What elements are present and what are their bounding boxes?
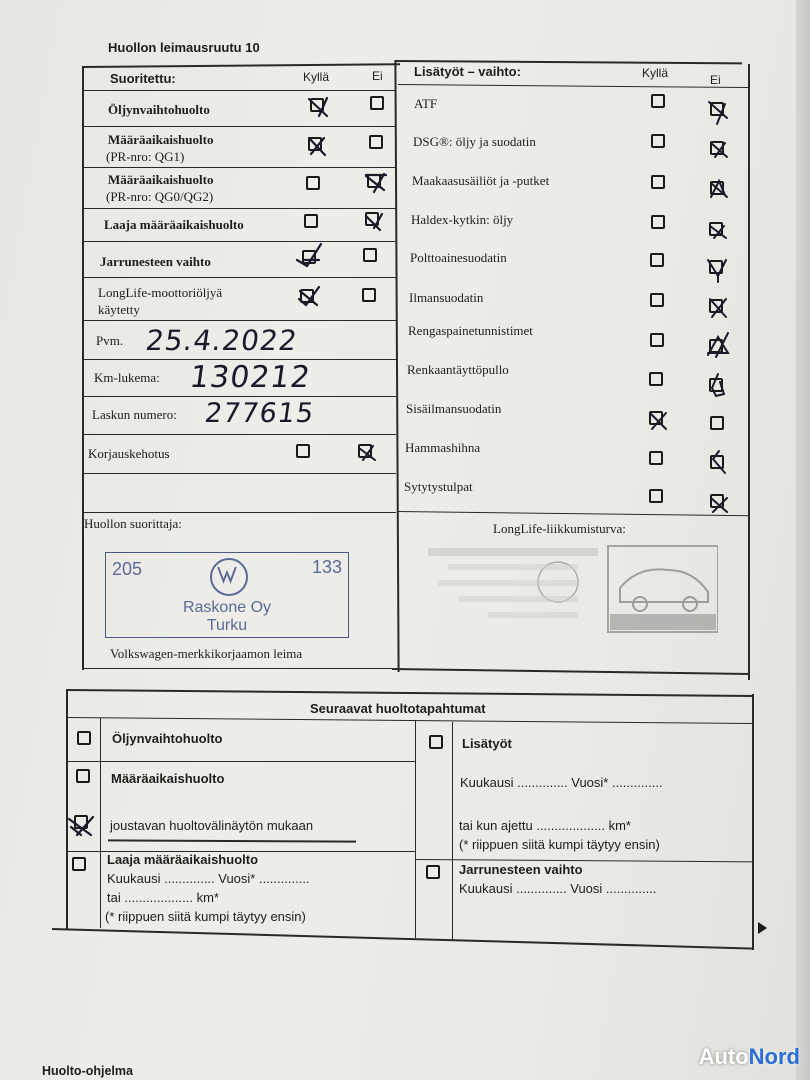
next-extra-label: Lisätyöt (462, 736, 512, 751)
km-value: 130212 (187, 360, 313, 395)
timing-belt-no-checkbox[interactable] (710, 455, 724, 469)
tpms-no-checkbox[interactable] (709, 339, 723, 353)
timing-belt-yes-checkbox[interactable] (649, 451, 663, 465)
extra-cabin-filter-label: Sisäilmansuodatin (406, 401, 502, 416)
dsg-yes-checkbox[interactable] (651, 134, 665, 148)
next-extended-label: Laaja määräaikaishuolto (107, 852, 259, 867)
stamp-caption: Volkswagen-merkkikorjaamon leima (110, 646, 303, 661)
row-longlife-label: LongLife-moottoriöljyä (98, 285, 223, 300)
row-periodic-sub: (PR-nro: QG1) (106, 149, 185, 164)
spark-plugs-yes-checkbox[interactable] (649, 489, 663, 503)
spark-plugs-no-checkbox[interactable] (710, 494, 724, 508)
next-periodic-label: Määräaikaishuolto (111, 771, 225, 786)
performer-label: Huollon suorittaja: (84, 516, 182, 531)
dealer-seal-stamp (408, 540, 718, 640)
atf-no-checkbox[interactable] (710, 102, 724, 116)
extra-spark-plugs-label: Sytytystulpat (404, 479, 473, 494)
fuel-filter-no-checkbox[interactable] (709, 260, 723, 274)
extended-yes-checkbox[interactable] (304, 214, 318, 228)
extra-work-header: Lisätyöt – vaihto: (414, 64, 521, 79)
repair-label: Korjauskehotus (88, 446, 170, 461)
extra-no-column-header: Ei (710, 73, 721, 87)
extended-no-checkbox[interactable] (365, 212, 379, 226)
extra-atf-label: ATF (414, 96, 438, 111)
next-brake-label: Jarrunesteen vaihto (459, 862, 583, 877)
watermark-part2: Nord (748, 1044, 800, 1069)
extra-gas-label: Maakaasusäiliöt ja -putket (412, 173, 550, 188)
next-extended-km: tai ................... km* (107, 890, 219, 905)
next-oil-label: Öljynvaihtohuolto (112, 731, 223, 746)
next-extra-note: (* riippuen siitä kumpi täytyy ensin) (459, 837, 660, 852)
next-extended-checkbox[interactable] (72, 857, 86, 871)
atf-yes-checkbox[interactable] (651, 94, 665, 108)
row-periodic2-label: Määräaikaishuolto (108, 172, 214, 187)
extra-dsg-label: DSG®: öljy ja suodatin (413, 134, 536, 149)
next-periodic-checkbox[interactable] (76, 769, 90, 783)
repair-no-checkbox[interactable] (358, 444, 372, 458)
extra-haldex-label: Haldex-kytkin: öljy (411, 212, 514, 227)
brake-no-checkbox[interactable] (363, 248, 377, 262)
stamp-left-number: 205 (112, 559, 143, 579)
invoice-value: 277615 (202, 398, 317, 429)
next-flexible-checkbox[interactable] (74, 815, 88, 829)
brake-yes-checkbox[interactable] (302, 250, 316, 264)
extra-tpms-label: Rengaspainetunnistimet (408, 323, 533, 338)
next-flexible-label: joustavan huoltovälinäytön mukaan (110, 818, 314, 833)
autonord-watermark-logo (699, 1044, 800, 1070)
extra-yes-column-header: Kyllä (642, 66, 669, 80)
dsg-no-checkbox[interactable] (710, 141, 724, 155)
longlife-no-checkbox[interactable] (362, 288, 376, 302)
haldex-yes-checkbox[interactable] (651, 215, 665, 229)
periodic-qg1-no-checkbox[interactable] (369, 135, 383, 149)
stamp-company: Raskone Oy (182, 599, 272, 616)
next-extended-note: (* riippuen siitä kumpi täytyy ensin) (105, 909, 306, 924)
handwritten-underline (108, 839, 356, 842)
invoice-label: Laskun numero: (92, 407, 177, 422)
cabin-filter-yes-checkbox[interactable] (649, 411, 663, 425)
no-column-header: Ei (372, 69, 383, 83)
km-label: Km-lukema: (94, 370, 160, 385)
haldex-no-checkbox[interactable] (709, 222, 723, 236)
performed-header: Suoritettu: (110, 71, 176, 86)
date-value: 25.4.2022 (143, 324, 300, 357)
tyre-inflator-no-checkbox[interactable] (709, 378, 723, 392)
air-filter-no-checkbox[interactable] (709, 299, 723, 313)
repair-yes-checkbox[interactable] (296, 444, 310, 458)
extra-timing-belt-label: Hammashihna (405, 440, 481, 455)
page-title: Huollon leimausruutu 10 (108, 40, 260, 55)
watermark-part1: Auto (698, 1044, 749, 1069)
gas-yes-checkbox[interactable] (651, 175, 665, 189)
next-extra-month: Kuukausi .............. Vuosi* .............. (460, 775, 663, 790)
longlife-yes-checkbox[interactable] (300, 289, 314, 303)
periodic-qg0-yes-checkbox[interactable] (306, 176, 320, 190)
oil-change-yes-checkbox[interactable] (310, 98, 324, 112)
row-longlife-sub: käytetty (98, 302, 140, 317)
next-brake-month: Kuukausi .............. Vuosi .............. (459, 881, 657, 896)
oil-change-no-checkbox[interactable] (370, 96, 384, 110)
next-oil-checkbox[interactable] (77, 731, 91, 745)
vw-logo-icon (210, 558, 248, 596)
tyre-inflator-yes-checkbox[interactable] (649, 372, 663, 386)
gas-no-checkbox[interactable] (710, 181, 724, 195)
fuel-filter-yes-checkbox[interactable] (650, 253, 664, 267)
extra-fuel-filter-label: Polttoainesuodatin (410, 250, 507, 265)
periodic-qg0-no-checkbox[interactable] (367, 174, 381, 188)
next-services-title: Seuraavat huoltotapahtumat (310, 701, 486, 716)
extra-tyre-inflator-label: Renkaantäyttöpullo (407, 362, 509, 377)
mobility-label: LongLife-liikkumisturva: (493, 521, 626, 536)
page-edge (796, 0, 810, 1080)
cabin-filter-no-checkbox[interactable] (710, 416, 724, 430)
periodic-qg1-yes-checkbox[interactable] (308, 137, 322, 151)
next-page-arrow-icon (758, 922, 767, 934)
next-extended-month: Kuukausi .............. Vuosi* .............. (107, 871, 310, 886)
next-brake-checkbox[interactable] (426, 865, 440, 879)
extra-air-filter-label: Ilmansuodatin (409, 290, 484, 305)
next-extra-km: tai kun ajettu ................... km* (459, 818, 631, 833)
row-extended-label: Laaja määräaikaishuolto (104, 217, 244, 232)
date-label: Pvm. (96, 333, 124, 348)
row-periodic-label: Määräaikaishuolto (108, 132, 214, 147)
air-filter-yes-checkbox[interactable] (650, 293, 664, 307)
stamp-right-number: 133 (311, 557, 342, 577)
row-oil-change-label: Öljynvaihtohuolto (108, 102, 210, 117)
tpms-yes-checkbox[interactable] (650, 333, 664, 347)
footer-label: Huolto-ohjelma (42, 1064, 133, 1078)
next-extra-checkbox[interactable] (429, 735, 443, 749)
workshop-stamp (105, 552, 349, 638)
stamp-city: Turku (206, 617, 248, 634)
yes-column-header: Kyllä (303, 70, 330, 84)
row-periodic2-sub: (PR-nro: QG0/QG2) (106, 189, 214, 204)
row-brake-label: Jarrunesteen vaihto (100, 254, 211, 269)
